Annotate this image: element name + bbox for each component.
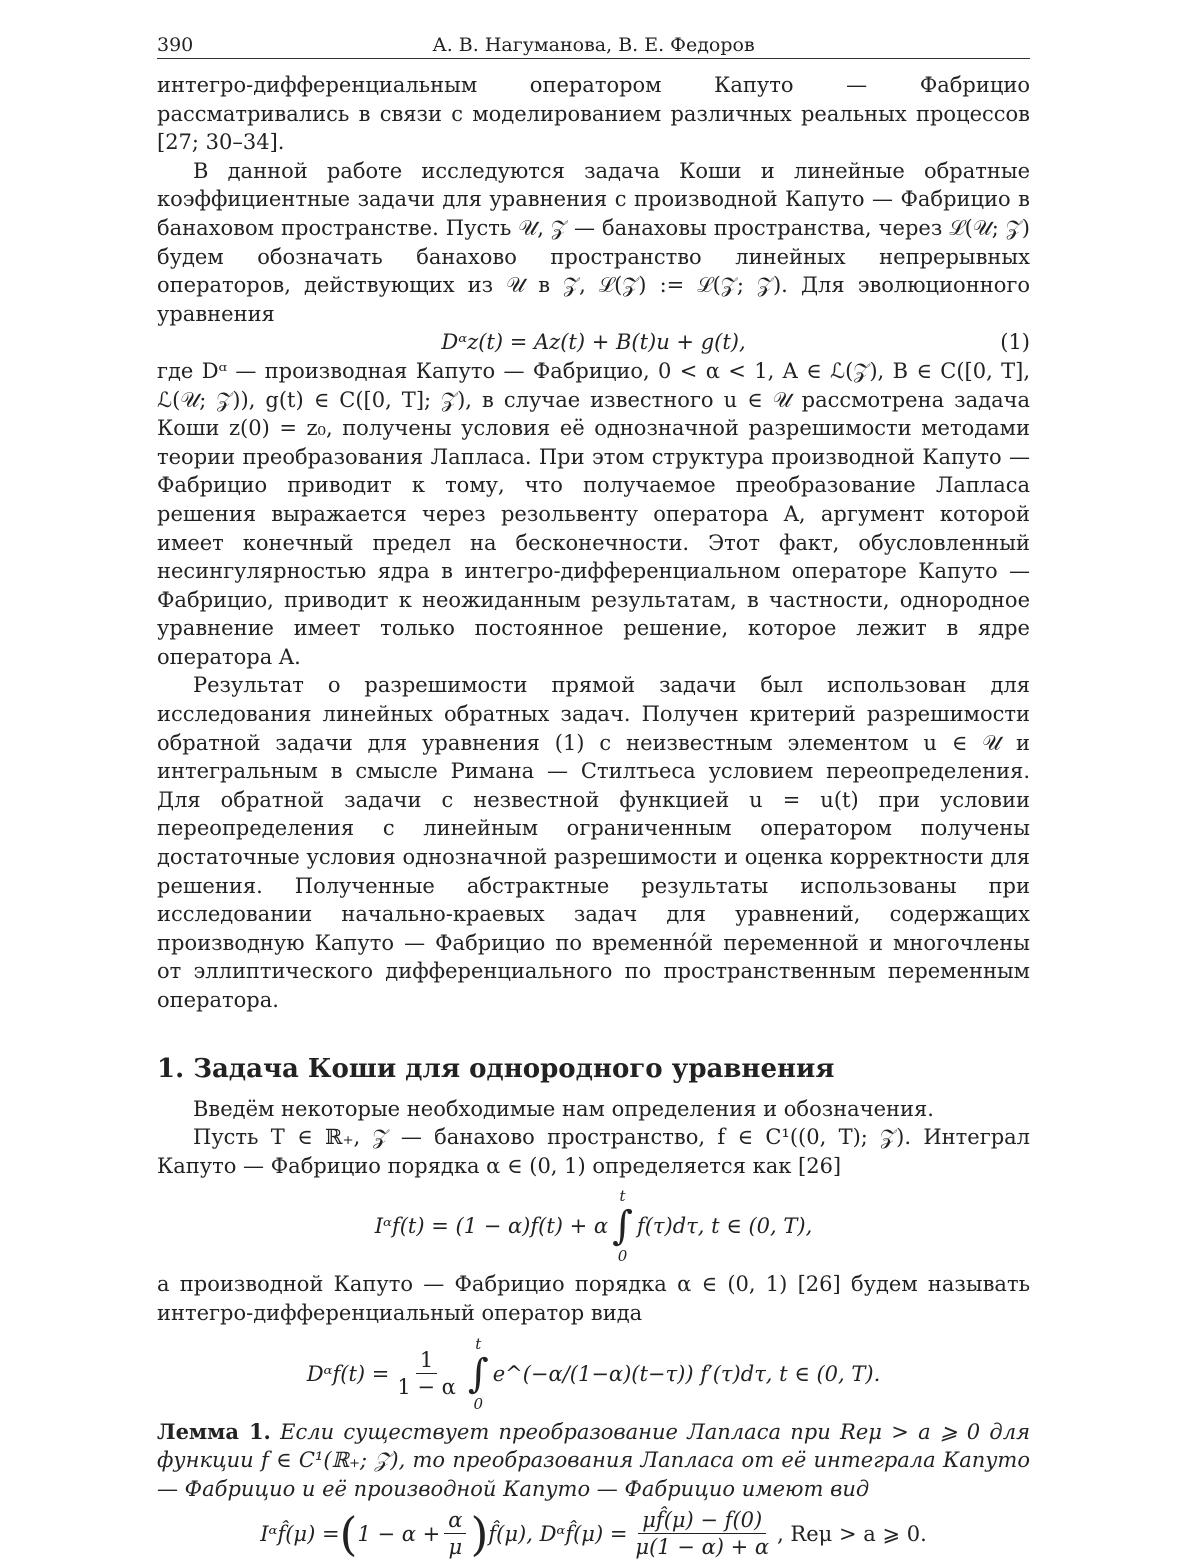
lemma-label: Лемма 1. <box>157 1418 271 1444</box>
laplace-denominator: μ(1 − α) + α <box>635 1535 770 1560</box>
paragraph-7: а производной Капуто — Фабрицио порядка α ∈ (0, 1) [26] будем называть интегро-дифференциальный оператор вида <box>157 1272 1030 1325</box>
equation-derivative-right: e^(−α/(1−α)(t−τ)) f′(τ)dτ, t ∈ (0, T). <box>492 1361 881 1386</box>
derivative-fraction-denominator: 1 − α <box>397 1375 456 1400</box>
equation-1 <box>157 328 1030 357</box>
equation-derivative <box>157 1336 1030 1412</box>
integral-symbol: ∫ <box>612 1203 633 1250</box>
page <box>157 28 1030 1560</box>
equation-laplace <box>157 1507 1030 1560</box>
derivative-fraction <box>393 1347 460 1400</box>
integral-sign <box>612 1188 633 1264</box>
equation-integral-left: Iᵅf(t) = (1 − α)f(t) + α <box>374 1214 609 1239</box>
equation-integral <box>157 1188 1030 1264</box>
lemma-1 <box>157 1418 1030 1504</box>
equation-derivative-left: Dᵅf(t) = <box>306 1361 390 1386</box>
lemma-text: Если существует преобразование Лапласа при Reμ > a ⩾ 0 для функции f ∈ C¹(ℝ₊; 𝒵), то преобразования Лапласа от её интеграла Капуто — Фабрицио и её производной Капуто — Фабрицио имеют вид <box>157 1419 1030 1501</box>
laplace-numerator: μf̂(μ) − f(0) <box>638 1507 766 1534</box>
integral-symbol-2: ∫ <box>467 1350 489 1397</box>
integral-lower-limit-2: 0 <box>473 1394 484 1413</box>
right-paren: ) <box>470 1506 489 1561</box>
page-number: 390 <box>157 34 194 56</box>
alpha-over-mu <box>444 1507 466 1560</box>
laplace-integral-lhs: Iᵅf̂(μ) = <box>260 1521 340 1546</box>
integral-upper-limit: t <box>619 1187 626 1206</box>
integral-upper-limit-2: t <box>475 1334 482 1353</box>
laplace-derivative-lhs: f̂(μ), Dᵅf̂(μ) = <box>488 1521 628 1546</box>
left-paren: ( <box>339 1506 358 1561</box>
equation-1-number: (1) <box>1000 330 1030 355</box>
paragraph-5: Введём некоторые необходимые нам определения и обозначения. <box>193 1096 934 1121</box>
laplace-factor: 1 − α + <box>357 1521 441 1546</box>
equation-integral-right: f(τ)dτ, t ∈ (0, T), <box>636 1214 813 1239</box>
equation-1-body: Dᵅz(t) = Az(t) + B(t)u + g(t), <box>441 330 746 355</box>
integral-lower-limit: 0 <box>617 1247 628 1266</box>
mu-denominator: μ <box>448 1535 463 1560</box>
section-heading: 1. Задача Коши для однородного уравнения <box>157 1053 835 1084</box>
running-header <box>157 28 1030 59</box>
running-authors: А. В. Нагуманова, В. Е. Федоров <box>432 34 755 56</box>
paragraph-1: интегро-дифференциальным оператором Капуто — Фабрицио рассматривались в связи с моделированием различных реальных процессов [27; 30–34]. <box>157 73 1030 155</box>
integral-sign-2 <box>468 1336 489 1412</box>
laplace-fraction <box>631 1507 773 1560</box>
paragraph-2: В данной работе исследуются задача Коши и линейные обратные коэффициентные задачи для уравнения с производной Капуто — Фабрицио в банаховом пространстве. Пусть 𝒰, 𝒵 — банаховы пространства, через ℒ(𝒰; 𝒵) будем обозначать банахово пространство линейных непрерывных операторов, действующих из 𝒰 в 𝒵, ℒ(𝒵) := ℒ(𝒵; 𝒵). Для эволюционного уравнения <box>157 158 1030 326</box>
alpha-numerator: α <box>444 1507 466 1534</box>
paragraph-6: Пусть T ∈ ℝ₊, 𝒵 — банахово пространство, f ∈ C¹((0, T); 𝒵). Интеграл Капуто — Фабрицио порядка α ∈ (0, 1) определяется как [26] <box>157 1125 1030 1178</box>
laplace-condition: , Reμ > a ⩾ 0. <box>777 1521 927 1546</box>
paragraph-4: Результат о разрешимости прямой задачи был использован для исследования линейных обратных задач. Получен критерий разрешимости обратной задачи для уравнения (1) с неизвестным элементом u ∈ 𝒰 и интегральным в смысле Римана — Стилтьеса условием переопределения. Для обратной задачи с незвестной функцией u = u(t) при условии переопределения с линейным ограниченным оператором получены достаточные условия однозначной разрешимости и оценка корректности для решения. Полученные абстрактные результаты использованы при исследовании начально-краевых задач для уравнений, содержащих производную Капуто — Фабрицио по временно́й переменной и многочлены от эллиптического дифференциального по пространственным переменным оператора. <box>157 673 1030 1012</box>
derivative-fraction-numerator: 1 <box>416 1347 437 1374</box>
paragraph-3: где Dᵅ — производная Капуто — Фабрицио, 0 < α < 1, A ∈ ℒ(𝒵), B ∈ C([0, T], ℒ(𝒰; 𝒵)), g(t) ∈ C([0, T]; 𝒵), в случае известного u ∈ 𝒰 рассмотрена задача Коши z(0) = z₀, получены условия её однозначной разрешимости методами теории преобразования Лапласа. При этом структура производной Капуто — Фабрицио приводит к тому, что получаемое преобразование Лапласа решения выражается через резольвенту оператора A, аргумент которой имеет конечный предел на бесконечности. Этот факт, обусловленный несингулярностью ядра в интегро-дифференциальном операторе Капуто — Фабрицио, приводит к неожиданным результатам, в частности, однородное уравнение имеет только постоянное решение, которое лежит в ядре оператора A. <box>157 358 1030 669</box>
